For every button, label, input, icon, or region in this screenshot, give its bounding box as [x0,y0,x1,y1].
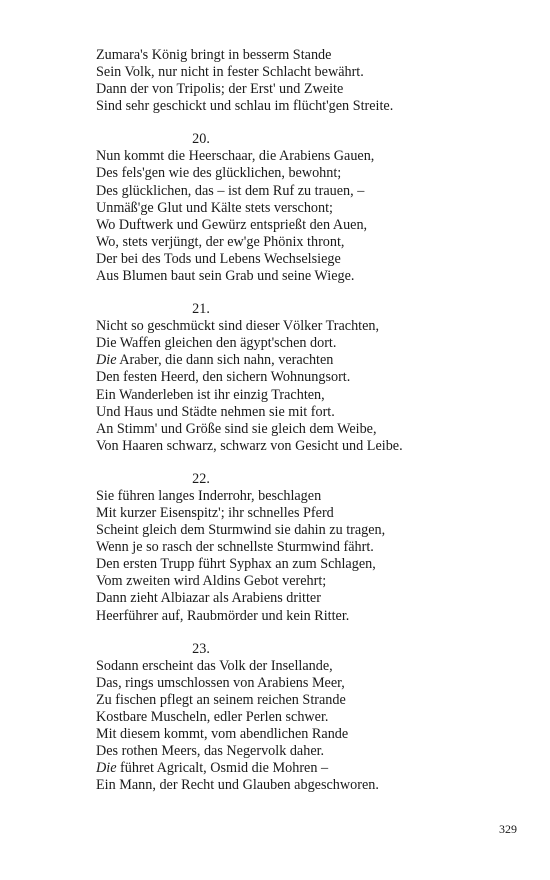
verse-line: Vom zweiten wird Aldins Gebot verehrt; [96,573,327,590]
verse-line: Der bei des Tods und Lebens Wechselsiege [96,250,341,267]
verse-line: Nicht so geschmückt sind dieser Völker Trachten, [96,318,380,335]
stanza-21 [96,318,496,455]
verse-line: Mit kurzer Eisenspitz'; ihr schnelles Pferd [96,504,334,521]
italic-word: Die [96,760,117,777]
verse-line: Wenn je so rasch der schnellste Sturmwind fährt. [96,539,374,556]
stanza-number: 23. [192,640,210,657]
italic-word: Die [96,352,117,369]
verse-line: Scheint gleich dem Sturmwind sie dahin zu tragen, [96,522,386,539]
verse-line: Sein Volk, nur nicht in fester Schlacht bewährt. [96,64,364,81]
verse-line: Wo Duftwerk und Gewürz entsprießt den Auen, [96,216,368,233]
verse-line: Den ersten Trupp führt Syphax an zum Schlagen, [96,556,376,573]
verse-line: Zu fischen pflegt an seinem reichen Strande [96,691,346,708]
verse-line: Aus Blumen baut sein Grab und seine Wiege. [96,268,355,285]
page-number: 329 [499,822,517,836]
opening-stanza [96,47,496,115]
verse-line: Den festen Heerd, den sichern Wohnungsort. [96,369,351,386]
verse-line: Heerführer auf, Raubmörder und kein Ritter. [96,607,350,624]
verse-line: Unmäß'ge Glut und Kälte stets verschont; [96,199,333,216]
verse-line: Wo, stets verjüngt, der ew'ge Phönix thront, [96,233,345,250]
verse-line: Dann der von Tripolis; der Erst' und Zweite [96,81,344,98]
verse-line: Des fels'gen wie des glücklichen, bewohnt; [96,165,342,182]
verse-line: Die Waffen gleichen den ägypt'schen dort. [96,335,337,352]
verse-line: Des rothen Meers, das Negervolk daher. [96,743,325,760]
stanza-number: 20. [192,131,210,148]
stanza-number: 21. [192,301,210,318]
verse-line: Ein Wanderleben ist ihr einzig Trachten, [96,386,325,403]
stanza-number: 22. [192,470,210,487]
verse-line: An Stimm' und Größe sind sie gleich dem Weibe, [96,420,377,437]
verse-line: Sind sehr geschickt und schlau im flücht'gen Streite. [96,98,394,115]
verse-line: Und Haus und Städte nehmen sie mit fort. [96,403,335,420]
verse-line: Zumara's König bringt in besserm Stande [96,47,332,63]
stanza-22 [96,488,496,625]
stanza-23 [96,658,496,795]
verse-line: Ein Mann, der Recht und Glauben abgeschworen. [96,777,379,794]
verse-line: Die führet Agricalt, Osmid die Mohren – [96,760,329,777]
verse-line: Nun kommt die Heerschaar, die Arabiens Gauen, [96,148,375,165]
verse-line: Sie führen langes Inderrohr, beschlagen [96,487,322,504]
verse-line: Des glücklichen, das – ist dem Ruf zu trauen, – [96,182,365,199]
stanza-20 [96,148,496,285]
verse-line: Sodann erscheint das Volk der Insellande, [96,657,333,674]
verse-line: Die Araber, die dann sich nahn, verachten [96,352,334,369]
verse-line: Von Haaren schwarz, schwarz von Gesicht und Leibe. [96,437,403,454]
verse-line: Kostbare Muscheln, edler Perlen schwer. [96,708,329,725]
verse-line: Mit diesem kommt, vom abendlichen Rande [96,726,349,742]
verse-line: Das, rings umschlossen von Arabiens Meer, [96,674,345,691]
verse-line: Dann zieht Albiazar als Arabiens dritter [96,590,321,607]
poem-page [96,47,496,794]
